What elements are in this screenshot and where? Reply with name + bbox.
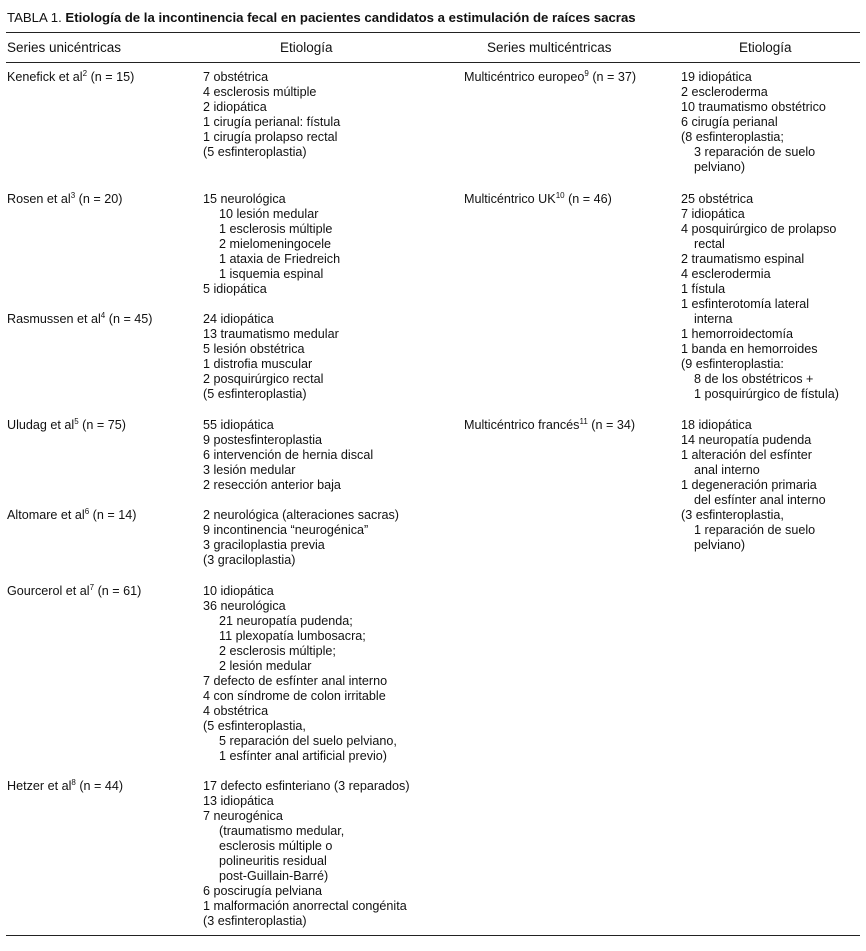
- etiology-line: 1 fístula: [681, 282, 726, 296]
- etiology-line: pelviano): [694, 538, 746, 552]
- etiology-line: 17 defecto esfinteriano (3 reparados): [203, 779, 410, 793]
- sample-size: (n = 37): [592, 70, 637, 84]
- reference-number: 3: [70, 191, 76, 200]
- reference-number: 2: [82, 69, 88, 78]
- uni-etiology-cell: [203, 779, 410, 929]
- etiology-line: (traumatismo medular,: [219, 824, 345, 838]
- uni-series-author: [7, 312, 153, 327]
- etiology-line: 6 cirugía perianal: [681, 115, 778, 129]
- etiology-line: 55 idiopática: [203, 418, 274, 432]
- sample-size: (n = 75): [82, 418, 126, 432]
- etiology-line: 14 neuropatía pudenda: [681, 433, 812, 447]
- etiology-line: interna: [694, 312, 733, 326]
- etiology-line: (5 esfinteroplastia,: [203, 719, 306, 733]
- etiology-line: 10 idiopática: [203, 584, 274, 598]
- etiology-line: 6 poscirugía pelviana: [203, 884, 323, 898]
- etiology-line: 2 escleroderma: [681, 85, 768, 99]
- etiology-line: 1 banda en hemorroides: [681, 342, 818, 356]
- etiology-line: 1 hemorroidectomía: [681, 327, 793, 341]
- etiology-line: 2 idiopática: [203, 100, 267, 114]
- etiology-line: 4 esclerosis múltiple: [203, 85, 317, 99]
- etiology-line: 19 idiopática: [681, 70, 752, 84]
- etiology-line: (3 esfinteroplastia): [203, 914, 307, 928]
- etiology-line: anal interno: [694, 463, 760, 477]
- author-name: Hetzer et al: [7, 779, 72, 793]
- etiology-line: 2 posquirúrgico rectal: [203, 372, 324, 386]
- etiology-line: 3 lesión medular: [203, 463, 296, 477]
- table-label: TABLA 1.: [7, 10, 62, 25]
- etiology-line: 4 con síndrome de colon irritable: [203, 689, 386, 703]
- etiology-line: 9 incontinencia “neurogénica”: [203, 523, 369, 537]
- etiology-line: 9 postesfinteroplastia: [203, 433, 323, 447]
- etiology-line: 7 obstétrica: [203, 70, 269, 84]
- uni-etiology-cell: [203, 70, 340, 160]
- uni-series-author: [7, 70, 134, 85]
- reference-number: 10: [555, 191, 565, 200]
- etiology-line: 7 neurogénica: [203, 809, 283, 823]
- table-caption: [7, 9, 636, 27]
- author-name: Multicéntrico europeo: [464, 70, 585, 84]
- etiology-line: 25 obstétrica: [681, 192, 754, 206]
- etiology-line: 8 de los obstétricos +: [694, 372, 814, 386]
- reference-number: 4: [100, 311, 106, 320]
- sample-size: (n = 14): [92, 508, 137, 522]
- table-title: Etiología de la incontinencia fecal en pacientes candidatos a estimulación de raíces sacras: [65, 10, 636, 25]
- etiology-line: (8 esfinteroplastia;: [681, 130, 784, 144]
- author-name: Altomare et al: [7, 508, 85, 522]
- author-name: Kenefick et al: [7, 70, 83, 84]
- etiology-line: 1 esfinterotomía lateral: [681, 297, 810, 311]
- etiology-line: (5 esfinteroplastia): [203, 145, 307, 159]
- etiology-line: 2 neurológica (alteraciones sacras): [203, 508, 400, 522]
- multi-etiology-cell: [681, 70, 826, 175]
- multi-series-author: [464, 192, 612, 207]
- header-multi-etiology: Etiología: [739, 40, 792, 55]
- etiology-line: 2 mielomeningocele: [219, 237, 332, 251]
- etiology-line: 4 obstétrica: [203, 704, 269, 718]
- multi-series-author: [464, 70, 636, 85]
- etiology-line: 1 posquirúrgico de fístula): [694, 387, 839, 401]
- sample-size: (n = 61): [97, 584, 142, 598]
- etiology-line: 13 traumatismo medular: [203, 327, 339, 341]
- author-name: Gourcerol et al: [7, 584, 90, 598]
- etiology-line: (3 graciloplastia): [203, 553, 296, 567]
- uni-series-author: [7, 192, 122, 207]
- etiology-line: 3 graciloplastia previa: [203, 538, 325, 552]
- etiology-line: 1 isquemia espinal: [219, 267, 324, 281]
- multi-etiology-cell: [681, 418, 826, 553]
- sample-size: (n = 45): [108, 312, 153, 326]
- etiology-line: 1 esfínter anal artificial previo): [219, 749, 387, 763]
- etiology-line: 1 degeneración primaria: [681, 478, 817, 492]
- etiology-line: 36 neurológica: [203, 599, 286, 613]
- etiology-line: 1 distrofia muscular: [203, 357, 313, 371]
- etiology-line: 1 alteración del esfínter: [681, 448, 812, 462]
- etiology-line: 2 traumatismo espinal: [681, 252, 805, 266]
- reference-number: 5: [74, 417, 79, 426]
- etiology-line: post-Guillain-Barré): [219, 869, 329, 883]
- uni-etiology-cell: [203, 192, 340, 297]
- etiology-line: del esfínter anal interno: [694, 493, 826, 507]
- etiology-line: 7 idiopática: [681, 207, 745, 221]
- reference-number: 7: [89, 583, 95, 592]
- etiology-line: 5 lesión obstétrica: [203, 342, 305, 356]
- reference-number: 6: [84, 507, 90, 516]
- multi-series-author: [464, 418, 635, 433]
- etiology-line: 5 idiopática: [203, 282, 267, 296]
- etiology-line: 10 traumatismo obstétrico: [681, 100, 826, 114]
- etiology-line: 2 resección anterior baja: [203, 478, 341, 492]
- multi-etiology-cell: [681, 192, 839, 402]
- uni-series-author: [7, 418, 126, 433]
- etiology-line: 24 idiopática: [203, 312, 274, 326]
- etiology-line: 7 defecto de esfínter anal interno: [203, 674, 388, 688]
- etiology-line: 21 neuropatía pudenda;: [219, 614, 353, 628]
- uni-series-author: [7, 584, 141, 599]
- bottom-rule: [6, 935, 860, 936]
- uni-etiology-cell: [203, 508, 399, 568]
- etiology-line: 13 idiopática: [203, 794, 274, 808]
- etiology-line: 1 malformación anorrectal congénita: [203, 899, 407, 913]
- uni-etiology-cell: [203, 584, 397, 764]
- etiology-line: 1 esclerosis múltiple: [219, 222, 333, 236]
- uni-etiology-cell: [203, 312, 339, 402]
- author-name: Rasmussen et al: [7, 312, 101, 326]
- etiology-line: 3 reparación de suelo: [694, 145, 816, 159]
- sample-size: (n = 34): [591, 418, 636, 432]
- etiology-line: 1 ataxia de Friedreich: [219, 252, 341, 266]
- etiology-line: (5 esfinteroplastia): [203, 387, 307, 401]
- header-uni-series: Series unicéntricas: [7, 40, 122, 55]
- etiology-line: 1 reparación de suelo: [694, 523, 816, 537]
- etiology-line: 11 plexopatía lumbosacra;: [219, 629, 366, 643]
- header-rule: [6, 62, 860, 63]
- etiology-line: (9 esfinteroplastia:: [681, 357, 784, 371]
- author-name: Multicéntrico UK: [464, 192, 556, 206]
- header-uni-etiology: Etiología: [280, 40, 333, 55]
- etiology-line: 2 esclerosis múltiple;: [219, 644, 336, 658]
- uni-series-author: [7, 779, 123, 794]
- sample-size: (n = 46): [568, 192, 612, 206]
- etiology-line: (3 esfinteroplastia,: [681, 508, 784, 522]
- top-rule: [6, 32, 860, 33]
- reference-number: 8: [71, 778, 76, 787]
- etiology-line: 4 posquirúrgico de prolapso: [681, 222, 837, 236]
- sample-size: (n = 20): [78, 192, 123, 206]
- reference-number: 11: [579, 417, 588, 426]
- uni-series-author: [7, 508, 136, 523]
- etiology-line: pelviano): [694, 160, 746, 174]
- etiology-line: 4 esclerodermia: [681, 267, 771, 281]
- etiology-line: 2 lesión medular: [219, 659, 312, 673]
- etiology-line: polineuritis residual: [219, 854, 327, 868]
- author-name: Uludag et al: [7, 418, 75, 432]
- author-name: Rosen et al: [7, 192, 71, 206]
- etiology-line: 6 intervención de hernia discal: [203, 448, 374, 462]
- etiology-line: rectal: [694, 237, 725, 251]
- etiology-line: 15 neurológica: [203, 192, 286, 206]
- etiology-line: 5 reparación del suelo pelviano,: [219, 734, 397, 748]
- etiology-line: 1 cirugía perianal: fístula: [203, 115, 341, 129]
- reference-number: 9: [584, 69, 589, 78]
- etiology-line: esclerosis múltiple o: [219, 839, 333, 853]
- uni-etiology-cell: [203, 418, 373, 493]
- sample-size: (n = 15): [90, 70, 135, 84]
- header-multi-series: Series multicéntricas: [487, 40, 612, 55]
- sample-size: (n = 44): [79, 779, 124, 793]
- author-name: Multicéntrico francés: [464, 418, 580, 432]
- etiology-line: 10 lesión medular: [219, 207, 319, 221]
- etiology-line: 18 idiopática: [681, 418, 752, 432]
- etiology-line: 1 cirugía prolapso rectal: [203, 130, 338, 144]
